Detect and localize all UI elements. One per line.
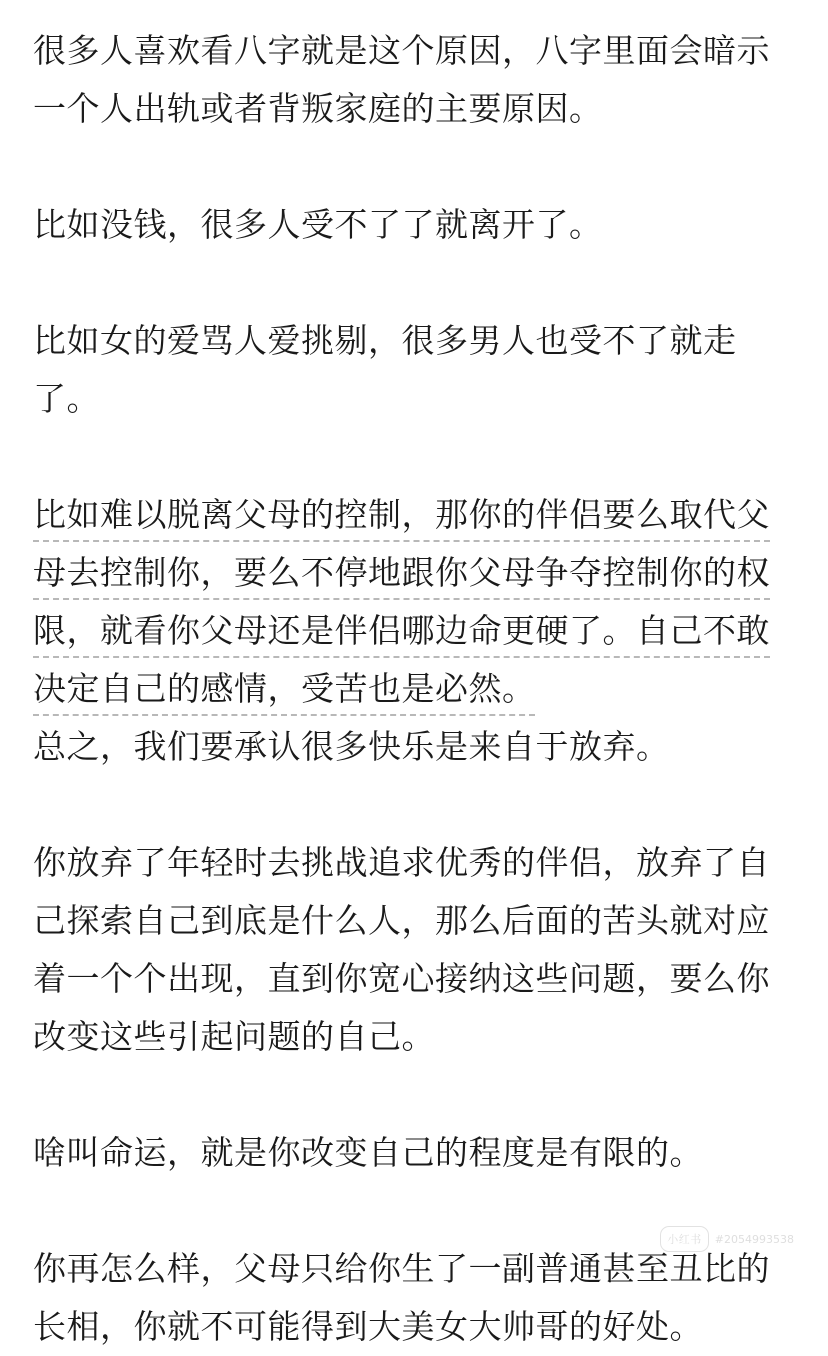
paragraph-what-is-fate: 啥叫命运，就是你改变自己的程度是有限的。 bbox=[33, 1133, 703, 1172]
paragraph-bazi-reason: 很多人喜欢看八字就是这个原因，八字里面会暗示 一个人出轨或者背叛家庭的主要原因。 bbox=[33, 31, 770, 128]
paragraph-happiness-from-giving-up: 总之，我们要承认很多快乐是来自于放弃。 bbox=[33, 727, 670, 766]
watermark bbox=[660, 1226, 794, 1252]
paragraph-parent-control-highlighted[interactable]: 比如难以脱离父母的控制，那你的伴侣要么取代父 母去控制你，要么不停地跟你父母争夺控制你的权 限，就看你父母还是伴侣哪边命更硬了。自己不敢 决定自己的感情，受苦也是必然。 bbox=[33, 495, 770, 708]
paragraph-appearance: 你再怎么样，父母只给你生了一副普通甚至丑比的 长相，你就不可能得到大美女大帅哥的好处。 bbox=[33, 1249, 770, 1346]
paragraph-gave-up-youth: 你放弃了年轻时去挑战追求优秀的伴侣，放弃了自 己探索自己到底是什么人，那么后面的苦头就对应 着一个个出现，直到你宽心接纳这些问题，要么你 改变这些引起问题的自己。 bbox=[33, 843, 770, 1056]
watermark-logo: 小红书 bbox=[660, 1226, 709, 1252]
watermark-id: #2054993538 bbox=[714, 1232, 794, 1246]
highlighted-paragraph-container bbox=[33, 486, 803, 718]
paragraph-no-money: 比如没钱，很多人受不了了就离开了。 bbox=[33, 205, 603, 244]
paragraph-picky-partner: 比如女的爱骂人爱挑剔，很多男人也受不了就走 了。 bbox=[33, 321, 737, 418]
article-body bbox=[33, 22, 803, 1356]
